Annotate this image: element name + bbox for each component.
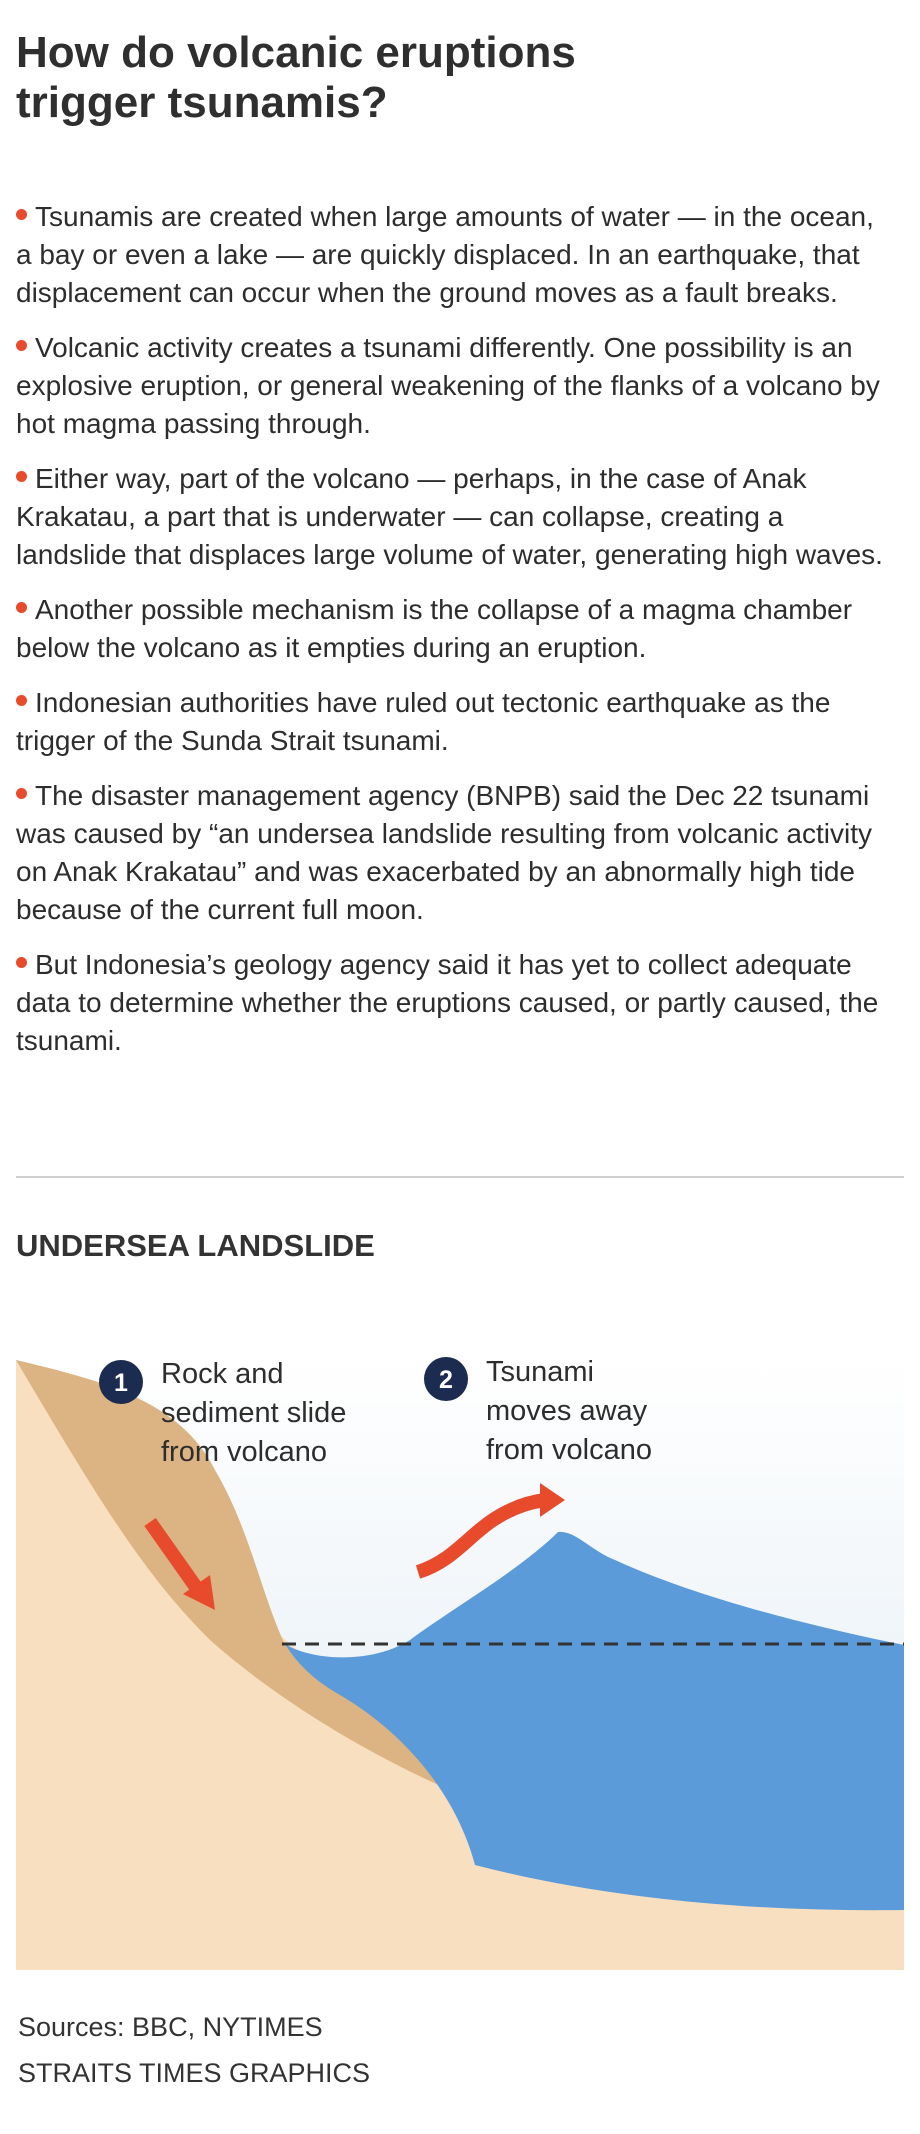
page-title [16,28,896,128]
graphics-credit-line: STRAITS TIMES GRAPHICS [18,2058,371,2088]
section-divider [16,1176,904,1178]
sources-credit [18,2004,370,2096]
step-1-label-line-1: Rock and [161,1358,284,1390]
bullet-text: Indonesian authorities have ruled out tectonic earthquake as the trigger of the Sunda Strait tsunami. [16,687,831,756]
bullet-dot-icon [16,788,27,799]
bullet-item [16,591,896,667]
bullet-dot-icon [16,957,27,968]
step-2-label-line-1: Tsunami [486,1356,594,1388]
bullet-dot-icon [16,471,27,482]
step-1-label-line-2: sediment slide [161,1397,347,1429]
title-line-1: How do volcanic eruptions [16,28,576,77]
bullet-text: The disaster management agency (BNPB) said the Dec 22 tsunami was caused by “an undersea landslide resulting from volcanic activity on Anak Krakatau” and was exacerbated by an abnormally high tide because of the current full moon. [16,780,872,925]
bullet-item [16,684,896,760]
bullet-dot-icon [16,209,27,220]
sources-line: Sources: BBC, NYTIMES [18,2012,323,2042]
bullet-item [16,198,896,312]
bullet-text: But Indonesia’s geology agency said it has yet to collect adequate data to determine whether the eruptions caused, or partly caused, the tsunami. [16,949,879,1056]
bullet-text: Tsunamis are created when large amounts of water — in the ocean, a bay or even a lake — are quickly displaced. In an earthquake, that displacement can occur when the ground moves as a fault breaks. [16,201,874,308]
bullet-item [16,946,896,1060]
step-1-label-line-3: from volcano [161,1436,328,1468]
step-2-label-line-2: moves away [486,1395,648,1427]
bullet-item [16,460,896,574]
step-1-number: 1 [114,1369,128,1397]
bullet-text: Another possible mechanism is the collapse of a magma chamber below the volcano as it empties during an eruption. [16,594,853,663]
section-title: UNDERSEA LANDSLIDE [16,1228,375,1263]
bullet-dot-icon [16,695,27,706]
bullet-list [16,198,896,1077]
bullet-text: Either way, part of the volcano — perhaps, in the case of Anak Krakatau, a part that is underwater — can collapse, creating a landslide that displaces large volume of water, generating high waves. [16,463,883,570]
title-line-2: trigger tsunamis? [16,78,388,127]
landslide-diagram [0,1300,920,1990]
bullet-dot-icon [16,602,27,613]
bullet-item [16,329,896,443]
bullet-dot-icon [16,340,27,351]
bullet-item [16,777,896,929]
step-2-label-line-3: from volcano [486,1434,653,1466]
step-2-number: 2 [439,1366,453,1394]
bullet-text: Volcanic activity creates a tsunami differently. One possibility is an explosive eruption, or general weakening of the flanks of a volcano by hot magma passing through. [16,332,880,439]
